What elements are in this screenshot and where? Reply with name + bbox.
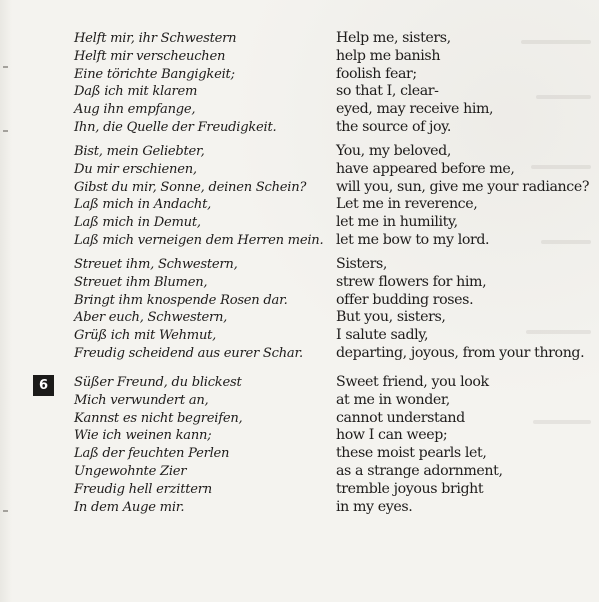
english-stanza-4	[336, 374, 503, 516]
german-line: Freudig hell erzittern	[74, 481, 212, 497]
english-line: You, my beloved,	[336, 143, 451, 159]
track-number-badge: 6	[33, 375, 54, 396]
german-line: Ungewohnte Zier	[74, 463, 187, 479]
english-line: foolish fear;	[336, 65, 417, 82]
german-line: Süßer Freund, du blickest	[74, 375, 242, 390]
english-line: at me in wonder,	[336, 391, 450, 408]
german-line: Gibst du mir, Sonne, deinen Schein?	[74, 179, 307, 195]
german-stanza-1	[74, 30, 276, 137]
english-line: help me banish	[336, 47, 441, 64]
english-stanza-1	[336, 30, 493, 137]
english-line: how I can weep;	[336, 427, 448, 444]
german-line: Freudig scheidend aus eurer Schar.	[74, 345, 303, 361]
english-line: let me in humility,	[336, 214, 458, 231]
german-line: Laß der feuchten Perlen	[74, 446, 230, 462]
edge-mark	[3, 66, 8, 68]
edge-mark	[3, 130, 8, 132]
english-line: cannot understand	[336, 409, 465, 426]
english-line: have appeared before me,	[336, 160, 515, 177]
german-line: Helft mir verscheuchen	[74, 48, 226, 64]
german-line: Wie ich weinen kann;	[74, 428, 212, 444]
german-line: Eine törichte Bangigkeit;	[74, 66, 235, 82]
german-line: Streuet ihm, Schwestern,	[74, 257, 238, 272]
edge-mark	[3, 510, 8, 512]
german-line: Mich verwundert an,	[74, 392, 209, 408]
english-line: tremble joyous bright	[336, 480, 484, 497]
german-line: In dem Auge mir.	[74, 499, 185, 515]
english-line: I salute sadly,	[336, 327, 429, 344]
english-line: eyed, may receive him,	[336, 101, 494, 118]
german-line: Helft mir, ihr Schwestern	[74, 31, 237, 46]
german-line: Ihn, die Quelle der Freudigkeit.	[74, 119, 277, 135]
english-line: Help me, sisters,	[336, 30, 451, 46]
english-line: Sisters,	[336, 256, 388, 272]
german-line: Grüß ich mit Wehmut,	[74, 328, 217, 344]
english-line: will you, sun, give me your radiance?	[336, 178, 590, 195]
english-stanza-2	[336, 143, 589, 250]
german-line: Laß mich in Demut,	[74, 215, 201, 231]
english-line: the source of joy.	[336, 118, 452, 135]
english-line: But you, sisters,	[336, 309, 446, 326]
show-through-mark	[533, 420, 591, 424]
show-through-mark	[536, 95, 591, 99]
english-line: these moist pearls let,	[336, 445, 487, 462]
german-stanza-4	[74, 374, 242, 516]
english-line: as a strange adornment,	[336, 462, 503, 479]
german-stanza-2	[74, 143, 323, 250]
english-line: strew flowers for him,	[336, 273, 487, 290]
english-stanza-3	[336, 256, 584, 363]
german-stanza-3	[74, 256, 303, 363]
english-line: departing, joyous, from your throng.	[336, 344, 585, 361]
english-line: offer budding roses.	[336, 291, 474, 308]
german-line: Bist, mein Geliebter,	[74, 144, 205, 159]
english-line: let me bow to my lord.	[336, 231, 490, 248]
english-line: Sweet friend, you look	[336, 374, 489, 390]
german-line: Daß ich mit klarem	[74, 84, 198, 100]
german-line: Bringt ihm knospende Rosen dar.	[74, 292, 288, 308]
german-line: Du mir erschienen,	[74, 161, 197, 177]
german-line: Streuet ihm Blumen,	[74, 274, 208, 290]
english-line: so that I, clear-	[336, 83, 439, 100]
english-line: Let me in reverence,	[336, 196, 478, 213]
german-line: Laß mich verneigen dem Herren mein.	[74, 232, 324, 248]
english-line: in my eyes.	[336, 498, 413, 515]
german-line: Kannst es nicht begreifen,	[74, 410, 243, 426]
german-line: Aug ihn empfange,	[74, 102, 196, 118]
german-line: Aber euch, Schwestern,	[74, 310, 228, 326]
show-through-mark	[521, 40, 591, 44]
german-line: Laß mich in Andacht,	[74, 197, 211, 213]
